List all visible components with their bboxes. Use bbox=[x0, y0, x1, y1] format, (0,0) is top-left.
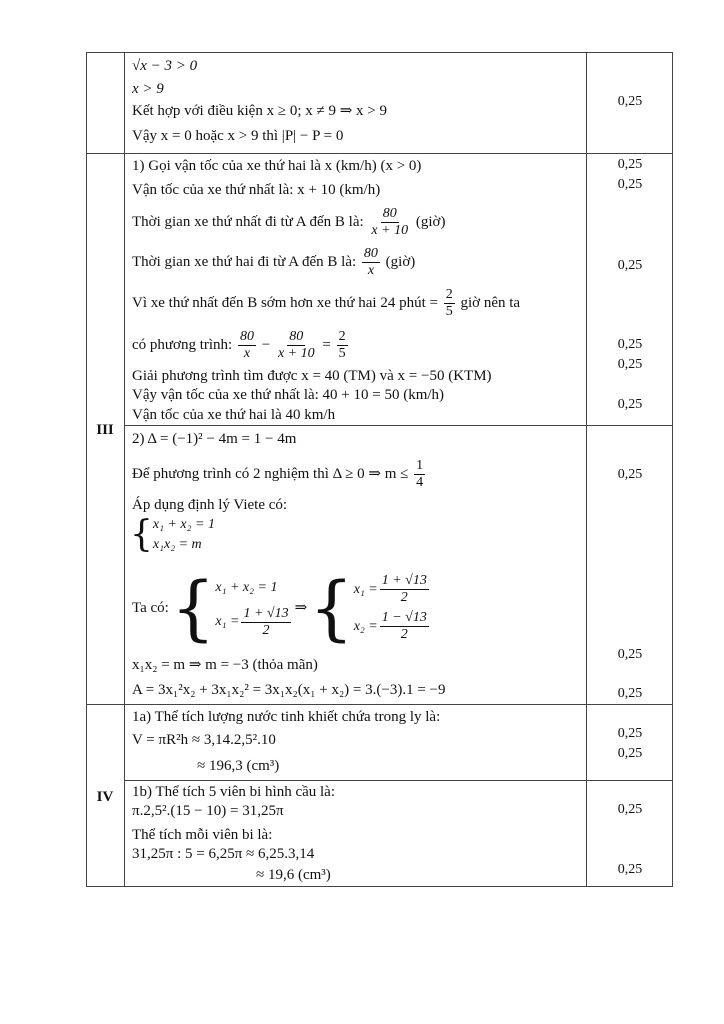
row-divider-2 bbox=[124, 425, 673, 426]
score-c7: 0,25 bbox=[617, 686, 643, 701]
table-border-top bbox=[86, 52, 673, 53]
implies-arrow-icon: ⇒ bbox=[294, 600, 308, 616]
score-b7: 0,25 bbox=[617, 357, 643, 372]
table-border-bottom bbox=[86, 886, 673, 887]
line-d1: 1a) Thể tích lượng nước tinh khiết chứa trong ly là: bbox=[132, 709, 441, 725]
row-divider-3 bbox=[86, 704, 673, 705]
fraction-root-x1: $\frac{1 + √13}{2}$ bbox=[381, 573, 427, 605]
left-brace-icon: { bbox=[130, 514, 153, 555]
score-c5: 0,25 bbox=[617, 647, 643, 662]
section-label-iv: IV bbox=[96, 789, 114, 805]
line-c1: 2) Δ = (−1)² − 4m = 1 − 4m bbox=[132, 431, 297, 447]
line-a1: √x − 3 > 0 bbox=[132, 58, 198, 74]
system-ta-co bbox=[132, 562, 431, 654]
left-brace-icon: { bbox=[170, 567, 216, 649]
line-b5-tail: giờ nên ta bbox=[460, 295, 521, 311]
line-a4: Vậy x = 0 hoặc x > 9 thì |P| − P = 0 bbox=[132, 128, 344, 144]
score-b2: 0,25 bbox=[617, 177, 643, 192]
line-e1: 1b) Thể tích 5 viên bi hình cầu là: bbox=[132, 784, 336, 800]
line-c6: x₁x₂ = m ⇒ m = −3 (thỏa mãn) bbox=[132, 657, 318, 673]
section-label-iii: III bbox=[96, 422, 114, 438]
line-c3: Áp dụng định lý Viete có: bbox=[132, 497, 288, 513]
table-col-divider-2 bbox=[586, 52, 587, 886]
score-b1: 0,25 bbox=[617, 157, 643, 172]
fraction-x1-value: $\frac{1 + √13}{2}$ bbox=[243, 605, 289, 638]
fraction-1-over-4: $\frac{1}{4}$ bbox=[416, 458, 424, 491]
line-e4: 31,25π : 5 = 6,25π ≈ 6,25.3,14 bbox=[132, 846, 315, 862]
line-b5 bbox=[132, 284, 520, 322]
line-a3: Kết hợp với điều kiện x ≥ 0; x ≠ 9 ⇒ x > 9 bbox=[132, 103, 387, 119]
viete-eq-product: x₁x₂ = m bbox=[152, 537, 202, 552]
line-d2: V = πR²h ≈ 3,14.2,5².10 bbox=[132, 732, 276, 748]
line-b1: 1) Gọi vận tốc của xe thứ hai là x (km/h) (x > 0) bbox=[132, 158, 422, 174]
line-b8: Vậy vận tốc của xe thứ nhất là: 40 + 10 = 50 (km/h) bbox=[132, 387, 445, 403]
line-b5-text: Vì xe thứ nhất đến B sớm hơn xe thứ hai 24 phút = bbox=[132, 295, 438, 311]
row-divider-1 bbox=[86, 153, 673, 154]
table-border-right bbox=[672, 52, 673, 886]
system-viete bbox=[130, 515, 215, 555]
line-e5: ≈ 19,6 (cm³) bbox=[256, 867, 331, 883]
line-b3-unit: (giờ) bbox=[415, 214, 446, 230]
table-col-divider-1 bbox=[124, 52, 125, 886]
score-a: 0,25 bbox=[617, 94, 643, 109]
line-c2-text: Để phương trình có 2 nghiệm thì Δ ≥ 0 ⇒ m ≤ bbox=[132, 466, 409, 482]
equation-equals: = bbox=[322, 337, 331, 353]
fraction-80-over-x-plus-10: $\frac{80}{x + 10}$ bbox=[371, 206, 409, 239]
viete-eq-sum: x₁ + x₂ = 1 bbox=[152, 517, 215, 532]
line-b4-unit: (giờ) bbox=[385, 254, 416, 270]
line-c7: A = 3x₁²x₂ + 3x₁x₂² = 3x₁x₂(x₁ + x₂) = 3.(−3).1 = −9 bbox=[132, 682, 446, 698]
line-a2: x > 9 bbox=[132, 81, 164, 97]
equation-frac-a: $\frac{80}{x}$ bbox=[239, 329, 254, 362]
line-b4-text: Thời gian xe thứ hai đi từ A đến B là: bbox=[132, 254, 357, 270]
equation-minus: − bbox=[261, 337, 271, 353]
equation-frac-c: $\frac{2}{5}$ bbox=[338, 329, 346, 362]
root-x2-label: x₂ = bbox=[353, 618, 378, 634]
line-d3: ≈ 196,3 (cm³) bbox=[197, 758, 280, 774]
line-b6-text: có phương trình: bbox=[132, 337, 233, 353]
line-b2: Vận tốc của xe thứ nhất là: x + 10 (km/h) bbox=[132, 182, 381, 198]
line-b3 bbox=[132, 203, 445, 241]
score-d1: 0,25 bbox=[617, 726, 643, 741]
fraction-2-over-5: $\frac{2}{5}$ bbox=[445, 287, 453, 320]
score-b8: 0,25 bbox=[617, 397, 643, 412]
line-b3-text: Thời gian xe thứ nhất đi từ A đến B là: bbox=[132, 214, 364, 230]
ta-co-eq-sum: x₁ + x₂ = 1 bbox=[215, 579, 278, 595]
line-b6 bbox=[132, 326, 350, 364]
root-x1-label: x₁ = bbox=[353, 581, 378, 597]
fraction-80-over-x: $\frac{80}{x}$ bbox=[363, 246, 378, 279]
score-c2: 0,25 bbox=[617, 467, 643, 482]
score-e4: 0,25 bbox=[617, 862, 643, 877]
row-divider-4 bbox=[124, 780, 673, 781]
score-b4: 0,25 bbox=[617, 258, 643, 273]
left-brace-icon: { bbox=[309, 567, 354, 649]
line-b9: Vận tốc của xe thứ hai là 40 km/h bbox=[132, 407, 336, 423]
line-c2 bbox=[132, 455, 427, 493]
line-e2: π.2,5².(15 − 10) = 31,25π bbox=[132, 803, 284, 819]
fraction-root-x2: $\frac{1 - √13}{2}$ bbox=[381, 610, 427, 642]
ta-co-x1-label: x₁ = bbox=[215, 614, 240, 629]
score-e2: 0,25 bbox=[617, 802, 643, 817]
equation-frac-b: $\frac{80}{x + 10}$ bbox=[277, 329, 315, 362]
score-d2: 0,25 bbox=[617, 746, 643, 761]
line-b7: Giải phương trình tìm được x = 40 (TM) và x = −50 (KTM) bbox=[132, 368, 492, 384]
score-b6: 0,25 bbox=[617, 337, 643, 352]
ta-co-label: Ta có: bbox=[132, 600, 169, 616]
line-e3: Thể tích mỗi viên bi là: bbox=[132, 827, 273, 843]
line-b4 bbox=[132, 243, 415, 281]
table-border-left bbox=[86, 52, 87, 886]
